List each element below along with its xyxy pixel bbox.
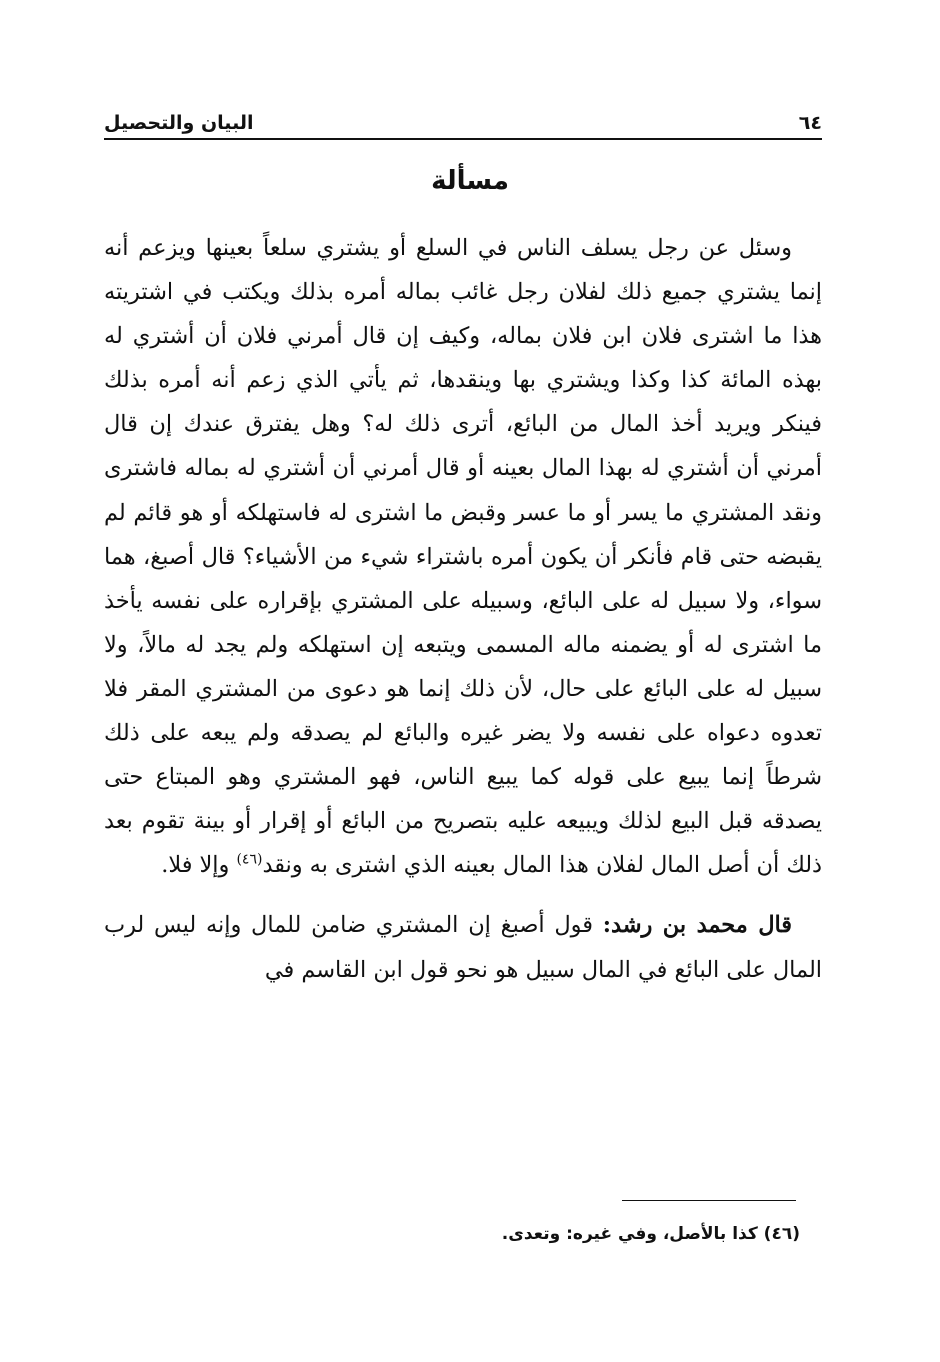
- question-ending: وإلا فلا.: [161, 852, 237, 879]
- commentary-paragraph: [104, 903, 822, 991]
- running-header: [104, 100, 822, 134]
- body-text: [104, 226, 822, 992]
- section-title: مسألة: [431, 166, 509, 196]
- question-paragraph: [104, 226, 822, 887]
- header-divider: [104, 138, 822, 140]
- page-number: ٦٤: [798, 112, 822, 134]
- commentary-speaker: قال محمد بن رشد:: [602, 912, 792, 939]
- footnote: (٤٦) كذا بالأصل، وفي غيره: وتعدى.: [501, 1224, 800, 1244]
- book-title: البيان والتحصيل: [104, 112, 254, 134]
- footnote-reference: (٤٦): [236, 851, 263, 868]
- question-text: وسئل عن رجل يسلف الناس في السلع أو يشتري سلعاً بعينها ويزعم أنه إنما يشتري جميع ذلك لفلان رجل غائب بماله أمره بذلك ويكتب في اشتريته هذا ما اشترى فلان ابن فلان بماله، وكيف إن قال أمرني فلان أن أشتري له بهذه المائة كذا وكذا ويشتري بها وينقدها، ثم يأتي الذي زعم أنه أمره بذلك فينكر ويريد أخذ المال من البائع، أترى ذلك له؟ وهل يفترق عندك إن قال أمرني أن أشتري له بهذا المال بعينه أو قال أمرني أن أشتري له بماله فاشترى ونقد المشتري ما يسر أو ما عسر وقبض ما اشترى له فاستهلكه أو هو قائم لم يقبضه حتى قام فأنكر أن يكون أمره باشتراء شيء من الأشياء؟ قال أصبغ، هما سواء، ولا سبيل له على البائع، وسبيله على المشتري بإقراره على نفسه يأخذ ما اشترى له أو يضمنه ماله المسمى ويتبعه إن استهلكه ولم يجد له مالاً، ولا سبيل له على البائع على حال، لأن ذلك إنما هو دعوى من المشتري المقر فلا تعدوه دعواه على نفسه ولا يضر غيره والبائع لم يصدقه ولم يبعه على ذلك شرطاً إنما يبيع على قوله كما يبيع الناس، فهو المشتري وهو المبتاع حتى يصدقه قبل البيع لذلك ويبيعه عليه بتصريح من البائع أو إقرار أو بينة تقوم بعد ذلك أن أصل المال لفلان هذا المال بعينه الذي اشترى به ونقد: [104, 235, 822, 879]
- commentary-text: قول أصبغ إن المشتري ضامن للمال وإنه ليس لرب المال على البائع في المال سبيل هو نحو قول ابن القاسم في: [104, 912, 822, 983]
- footnote-divider: [622, 1200, 796, 1201]
